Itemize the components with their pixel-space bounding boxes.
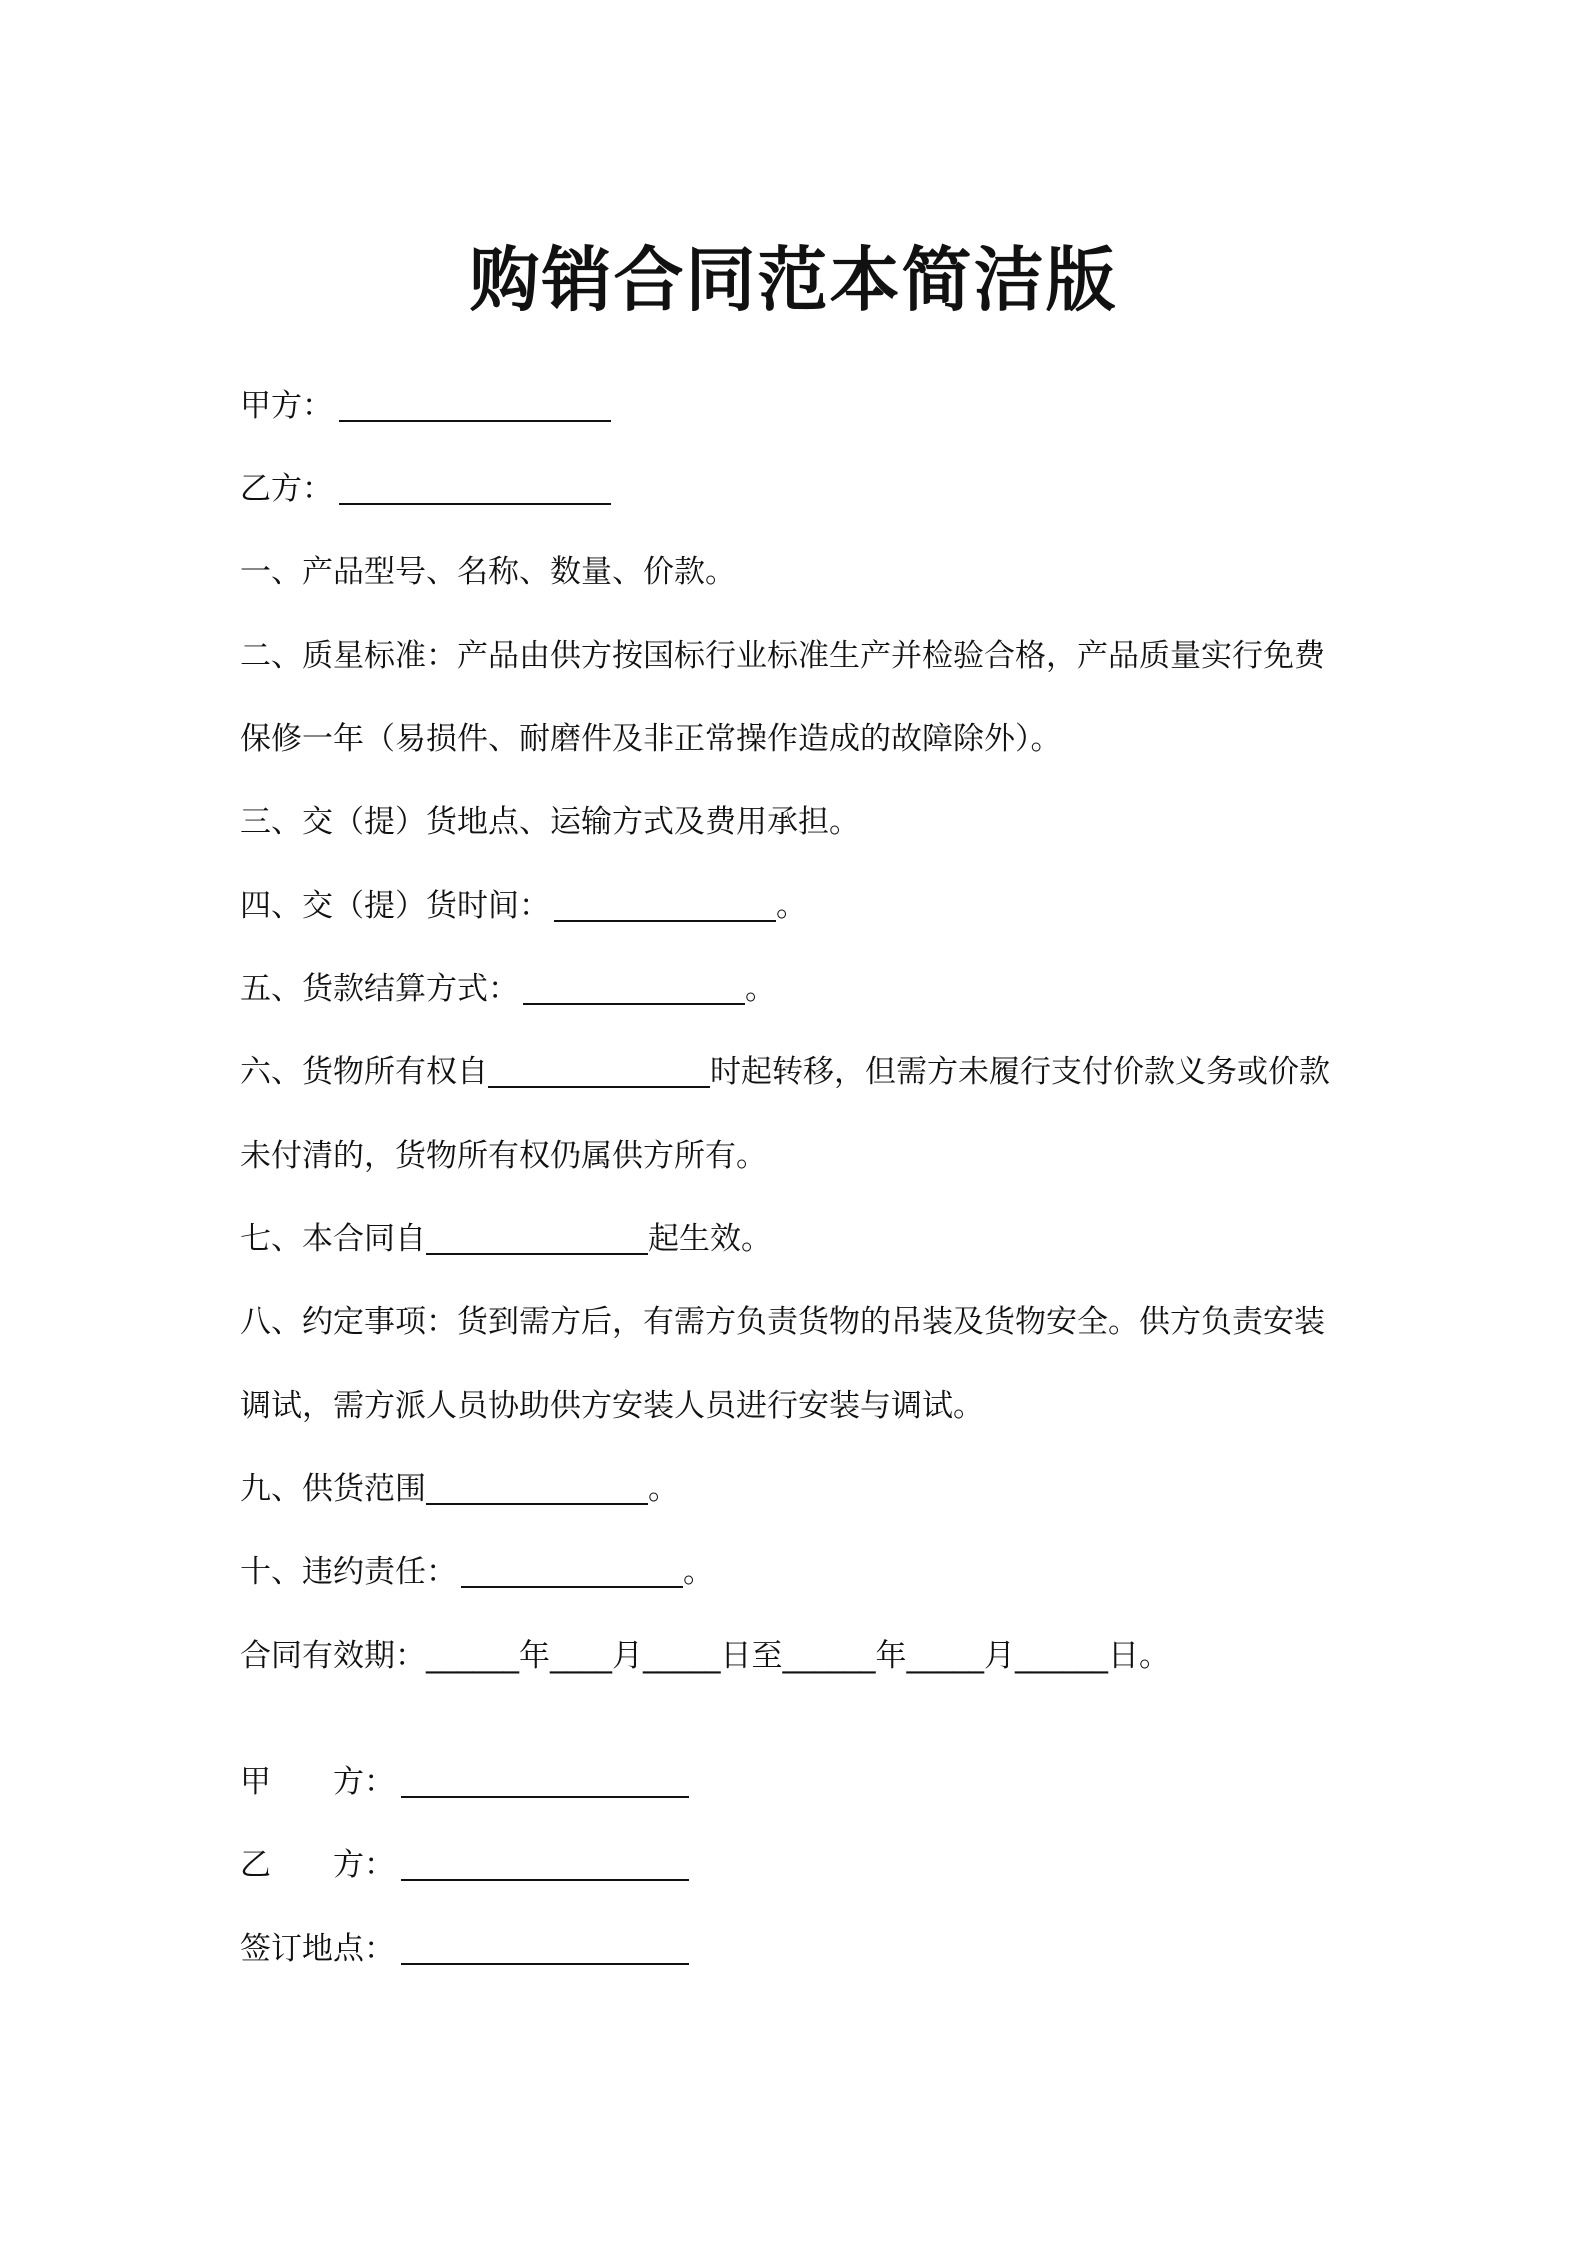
clause-6-suffix: 时起转移，但需方未履行支付价款义务或价款 [710,1054,1330,1090]
ownership-transfer-field[interactable] [488,1052,710,1088]
party-b-line [240,467,611,511]
signature-party-a-line [240,1760,689,1804]
clause-4 [240,884,807,928]
document-title: 购销合同范本简洁版 [469,239,1118,321]
signing-place-label: 签订地点： [240,1931,395,1967]
party-b-label: 乙方： [240,471,333,507]
supply-scope-field[interactable] [426,1469,648,1505]
payment-method-field[interactable] [523,969,745,1005]
clause-9-suffix: 。 [648,1471,679,1507]
clause-6-line-1 [240,1050,1330,1094]
signing-place-line [240,1927,689,1971]
clause-2-line-1: 二、质星标准：产品由供方按国标行业标准生产并检验合格，产品质量实行免费 [240,638,1325,674]
clause-4-suffix: 。 [776,888,807,924]
signature-party-b-fang: 方： [333,1847,395,1883]
clause-3: 三、交（提）货地点、运输方式及费用承担。 [240,804,860,840]
clause-7-suffix: 起生效。 [648,1221,772,1257]
signature-party-a-field[interactable] [401,1762,689,1798]
clause-5-suffix: 。 [745,971,776,1007]
clause-7-label: 七、本合同自 [240,1221,426,1257]
signature-party-a-char: 甲 [240,1764,271,1800]
party-a-field[interactable] [339,386,611,422]
signing-place-field[interactable] [401,1929,689,1965]
signature-party-b-char: 乙 [240,1847,271,1883]
clause-10 [240,1550,714,1594]
party-b-field[interactable] [339,469,611,505]
party-a-label: 甲方： [240,388,333,424]
clause-10-label: 十、违约责任： [240,1554,457,1590]
delivery-time-field[interactable] [554,886,776,922]
clause-10-suffix: 。 [683,1554,714,1590]
clause-8-line-1: 八、约定事项：货到需方后，有需方负责货物的吊装及货物安全。供方负责安装 [240,1304,1325,1340]
clause-2-line-2: 保修一年（易损件、耐磨件及非正常操作造成的故障除外）。 [240,721,1062,757]
signature-party-b-line [240,1843,689,1887]
clause-7 [240,1217,772,1261]
clause-6-line-2: 未付清的，货物所有权仍属供方所有。 [240,1138,767,1174]
clause-1: 一、产品型号、名称、数量、价款。 [240,554,736,590]
clause-9-label: 九、供货范围 [240,1471,426,1507]
clause-5 [240,967,776,1011]
clause-6-label: 六、货物所有权自 [240,1054,488,1090]
clause-8-line-2: 调试，需方派人员协助供方安装人员进行安装与调试。 [240,1388,984,1424]
effective-date-field[interactable] [426,1219,648,1255]
signature-party-b-field[interactable] [401,1845,689,1881]
validity-period: 合同有效期：______年____月_____日至______年_____月______日。 [240,1638,1170,1674]
clause-5-label: 五、货款结算方式： [240,971,519,1007]
signature-party-a-fang: 方： [333,1764,395,1800]
clause-9 [240,1467,679,1511]
clause-4-label: 四、交（提）货时间： [240,888,550,924]
breach-liability-field[interactable] [461,1552,683,1588]
party-a-line [240,384,611,428]
